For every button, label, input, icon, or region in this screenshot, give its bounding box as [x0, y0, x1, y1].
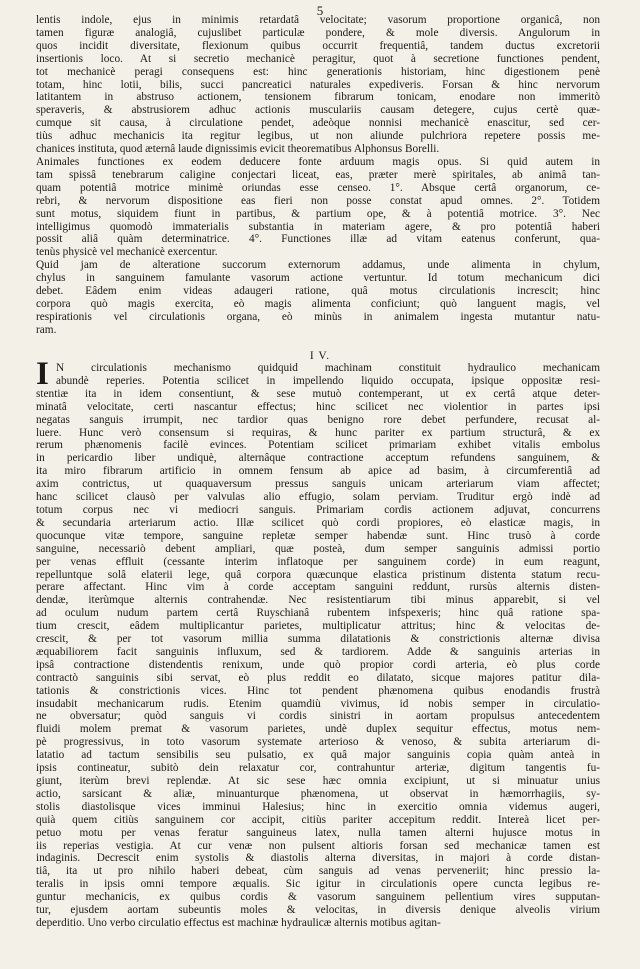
text-line: rebri, & nervorum dispositione eas fieri non posse constat apud omnes. 2°. Totidem [36, 194, 600, 207]
text-line: cumque sit causa, à circulatione pendet, adeòque nonnisi mechanicè enascitur, sed cer- [36, 117, 600, 130]
text-line: insudabit mechanicarum rudis. Etenim quamdiù vivimus, id nobis semper in circulatio- [36, 697, 600, 710]
text-line: iis reperias vestigia. At cur venæ non pulsent altioris forsan sed mechanicæ tamen est [36, 839, 600, 852]
text-line: quam potentiâ motrice minimè oriundas esse censeo. 1°. Absque certâ organorum, ce- [36, 181, 600, 194]
text-line: contractò sanguinis sibi servat, eò plus reddit eo dilatato, sicque majores patitur dila- [36, 671, 600, 684]
text-line: in pericardio liber undiquè, alternâque contractione acceptum refundens sanguinem, & [36, 452, 600, 465]
text-line: tamen figuræ analogiâ, cujuslibet particulæ pondere, & mole diversis. Angulorum in [36, 26, 600, 39]
text-line: corpora quò magis exercita, eò magis alimenta conficiunt; quò languent magis, vel [36, 297, 600, 310]
text-line: quià quem citiùs sanguinem cor accipit, citiùs pariter accepitum reddit. Intereà licet per- [36, 813, 600, 826]
text-line: pè progressivus, in toto vasorum systemate arterioso & venoso, & subita arteriarum di- [36, 736, 600, 749]
text-line: ipsis contineatur, subitò dein relaxatur cor, contrahuntur arteriæ, digitum tangentis fu- [36, 762, 600, 775]
text-line: sanguine, necessariò debent ampliari, quæ posteà, dum semper sanguinis admissi portio [36, 542, 600, 555]
text-line: indaginis. Decrescit enim systolis & diastolis alterna diversitas, in majori à corde distan- [36, 852, 600, 865]
paragraph-block-1 [36, 14, 600, 337]
text-line: deperditio. Uno verbo circulatio effectus est machinæ hydraulicæ alternis motibus agitan- [36, 916, 441, 929]
text-line: intelligimus quomodò immaterialis substantia in materiam agere, & pro potentiâ haberi [36, 220, 600, 233]
text-line: latatio ad tactum sensibilis seu pulsatio, ex quâ major sanguinis copia quàm anteà in [36, 749, 600, 762]
text-line: teralis in ipsis omni tempore æqualis. Sic igitur in circulationis opere cuncta legibus re- [36, 878, 600, 891]
text-line: tenùs physicè vel mechanicè exercentur. [36, 246, 218, 259]
text-line: ita miro fibrarum artificio in omnem fensum ab apice ad basim, à circumferentiâ ad [36, 465, 600, 478]
paragraph-block-2 [36, 362, 600, 930]
text-line: per venas effluit (cessante interim inflatoque per sanguinem corde) in eum reagunt, [36, 555, 600, 568]
text-line: tot mechanicè peragi consequens est: hinc generationis historiam, hinc digestionem penè [36, 65, 600, 78]
text-line: tam spissâ tenebrarum caligine conjectari liceat, eas, præter merè spiritales, ab animâ tan- [36, 168, 600, 181]
section-number: I V. [309, 350, 331, 362]
text-line: fluidi molem premat & vasorum parietes, undè duplex sequitur effectus, motus nem- [36, 723, 600, 736]
text-line: possit aliâ quàm determinatrice. 4°. Functiones illæ ad vitam eatenus conferunt, qua- [36, 233, 600, 246]
text-line: chylus in sanguinem famulante vasorum actione vertuntur. Id totum mechanicum dici [36, 272, 600, 285]
text-line: speraveris, & abstrusiorem adhuc actionis musculariis causam detegere, cujus certè quæ- [36, 104, 600, 117]
text-line: tur, ejusdem aortam subeuntis moles & velocitas, in diversis denique alveolis virium [36, 904, 600, 917]
text-line: luere. Hunc verò consensum si requiras, & hunc pariter ex partium structurâ, & ex [36, 426, 600, 439]
text-line: latitantem in abstruso actionem, tensionem fibrarum tonicam, enodare non immeritò [36, 91, 600, 104]
text-line: æquabiliorem facit sanguinis influxum, sed & tardiorem. Adde & sanguinis arterias in [36, 645, 600, 658]
text-line: totam, hinc lotii, bilis, succi pancreatici naturales expediveris. Forsan & hinc nervorum [36, 78, 600, 91]
page-number: 5 [316, 3, 324, 18]
text-line: tationis & constrictionis vices. Hinc tot pendent phænomena quibus enodandis frustrà [36, 684, 600, 697]
text-line: minatâ velocitate, certi nascantur effectus; hinc scilicet nec violentior in partes ipsi [36, 400, 600, 413]
text-line: & secundaria arteriarum actio. Illæ scilicet quò cordi propiores, eò elasticæ magis, in [36, 516, 600, 529]
text-line: crescit, & per tot vasorum millia summa dilatationis & constrictionis alternæ divisa [36, 633, 600, 646]
text-line: dendæ, iterùmque alternis contrahendæ. Nec resistentiarum tibi minus apparebit, si vel [36, 594, 600, 607]
text-line: insertionis loco. At si secretio mechanicè peragitur, quot à secretione functiones pendent, [36, 52, 600, 65]
text-line: actio, sarsicant & aliæ, minuanturque phænomena, ut observat in hæmorrhagiis, sy- [36, 787, 600, 800]
text-line: debet. Eâdem enim videas adaugeri ratione, quâ motus circulationis increscit; hinc [36, 285, 600, 298]
text-line: giunt, iterùm brevi replendæ. At sic sese hæc omnia excipiunt, ut si minuatur unius [36, 775, 600, 787]
text-line: respirationis vel circulationis organa, eò minùs in animalem ingesta mutantur natu- [36, 310, 600, 323]
text-line: perare affectant. Hinc vim à corde acceptam sanguini reddunt, rursùs alternis disten- [36, 581, 600, 594]
text-line: sunt motus, siquidem fiunt in partibus, & partium ope, & à potentiâ motrice. 3°. Nec [36, 207, 600, 220]
text-line: ram. [36, 323, 57, 336]
text-line: guntur mechanicis, ex quibus cordis & vasorum sanguinem pellentium vires supputan- [36, 891, 600, 904]
drop-cap: I [36, 356, 49, 392]
text-line: repelluntque solâ elaterii lege, quâ corpora quæcunque elastica pristinum distenta statum recu- [36, 568, 600, 581]
text-line: petuo motu per venas feratur sanguineus latex, nulla tamen alterni hujusce motus in [36, 826, 600, 839]
text-line: rerum phænomenis facilè evinces. Potentiam scilicet primariam exhibet vitalis embolus [36, 439, 600, 452]
text-line: ipsâ contractione distendentis renixum, unde quò propior cordi arteria, eò plus corde [36, 658, 600, 671]
text-line: ad oculum nudum partem certâ Ruyschianâ rubentem infspexeris; hinc quâ ratione spa- [36, 607, 600, 620]
text-line: quocunque vitæ tempore, sanguine repletæ semper habendæ sunt. Hinc trusò à corde [36, 529, 600, 542]
text-line: Quid jam de alteratione succorum externorum addamus, unde alimenta in chylum, [36, 259, 600, 272]
text-line: Animales functiones ex eodem deducere fonte arduum magis opus. Si quid autem in [36, 155, 600, 168]
text-line: negatas sanguis irrumpit, nec tardior quas benigno rore debet perfundere, recusat al- [36, 413, 600, 426]
text-line: tium crescit, eâdem multiplicantur parietes, multiplicatur attritus; hinc & velocitas de- [36, 620, 600, 633]
text-line: axim contrictus, ut quaquaversum pressus sanguis unicam arteriarum viam affectet; [36, 478, 600, 491]
text-line: tiùs adhuc mechanicis ita regitur legibus, ut non aliunde pulchriora repetere possis me- [36, 130, 600, 143]
text-line: chanices instituta, quod æternâ laude dignissimis evicit theorematibus Alphonsus Borelli. [36, 143, 440, 156]
text-line: abundè reperies. Potentia scilicet in impellendo liquido occupata, ipsique oppositæ resi- [56, 374, 600, 387]
text-line: tiâ, ita ut pro nihilo haberi debeat, cùm sanguis ad venas perveneriit; hinc pressio la- [36, 865, 600, 878]
text-line: stolis diastolisque vices imminui Halesius; hinc in exercitio omnia videmus augeri, [36, 800, 600, 813]
text-line: lentis indole, ejus in minimis retardatâ velocitate; vasorum proportione organicâ, non [36, 14, 600, 26]
text-line: stentiæ ita in idem consentiunt, & sese mutuò contemperant, ut ex certâ atque deter- [36, 387, 600, 400]
text-line: totum corpus nec vi mediocri sanguis. Primariam cordis actionem adjuvat, concurrens [36, 503, 600, 516]
text-line: hanc scilicet clausò per valvulas alio effugio, solam perviam. Truditur ergò indè ad [36, 491, 600, 504]
text-line: N circulationis mechanismo quidquid machinam constituit hydraulico mechanicam [56, 362, 600, 374]
text-line: ne obversatur; quòd sanguis vi cordis sinistri in aortam propulsus antecedentem [36, 710, 600, 723]
text-line: quos incidit diversitate, flexionum quibus occurrit frequentiâ, tandem ductus excretorii [36, 39, 600, 52]
